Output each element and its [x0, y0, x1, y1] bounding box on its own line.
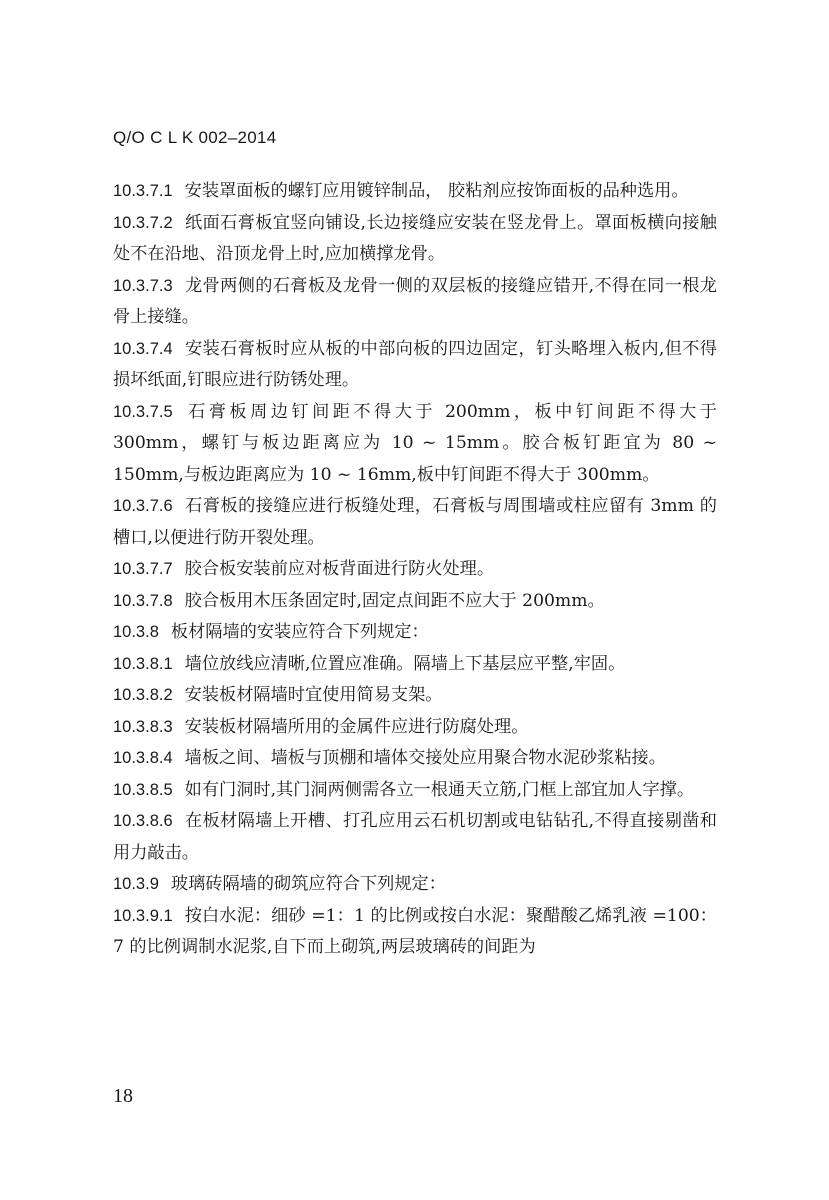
clause-number: 10.3.7.7	[113, 560, 173, 578]
paragraph	[113, 208, 717, 271]
clause-number: 10.3.7.8	[113, 591, 173, 610]
clause-number: 10.3.8.1	[113, 654, 173, 673]
section-heading	[113, 869, 717, 901]
clause-number: 10.3.8	[113, 623, 159, 641]
paragraph	[113, 806, 717, 869]
paragraph	[113, 743, 717, 775]
clause-number: 10.3.7.1	[113, 182, 173, 200]
paragraph	[113, 334, 717, 397]
clause-number: 10.3.8.3	[113, 717, 173, 736]
paragraph	[113, 649, 717, 681]
paragraph	[113, 554, 717, 586]
clause-text: 如有门洞时,其门洞两侧需各立一根通天立筋,门框上部宜加人字撑。	[184, 779, 695, 800]
clause-text: 墙位放线应清晰,位置应准确。隔墙上下基层应平整,牢固。	[184, 653, 626, 674]
clause-text: 安装罩面板的螺钉应用镀锌制品， 胶粘剂应按饰面板的品种选用。	[184, 181, 689, 201]
paragraph	[113, 712, 717, 744]
clause-number: 10.3.7.4	[113, 339, 173, 358]
clause-text: 安装板材隔墙所用的金属件应进行防腐处理。	[184, 716, 529, 737]
clause-number: 10.3.7.6	[113, 497, 173, 515]
clause-number: 10.3.7.3	[113, 276, 173, 295]
clause-text: 在板材隔墙上开槽、打孔应用云石机切割或电钻钻孔,不得直接剔凿和用力敲击。	[113, 811, 717, 863]
paragraph	[113, 775, 717, 807]
clause-text: 胶合板用木压条固定时,固定点间距不应大于 200mm。	[184, 590, 605, 611]
clause-number: 10.3.8.4	[113, 749, 173, 767]
clause-text: 玻璃砖隔墙的砌筑应符合下列规定：	[170, 874, 446, 894]
clause-text: 纸面石膏板宜竖向铺设,长边接缝应安装在竖龙骨上。罩面板横向接触处不在沿地、沿顶龙骨上时,应加横撑龙骨。	[113, 212, 717, 264]
clause-text: 石膏板的接缝应进行板缝处理，石膏板与周围墙或柱应留有 3mm 的槽口,以便进行防开裂处理。	[113, 496, 717, 548]
page-number: 18	[113, 1085, 133, 1107]
clause-number: 10.3.9	[113, 875, 159, 893]
clause-text: 按白水泥：细砂 =1：1 的比例或按白水泥：聚醋酸乙烯乳液 =100：7 的比例调制水泥浆,自下而上砌筑,两层玻璃砖的间距为	[113, 905, 717, 957]
document-code: Q/O C L K 002–2014	[113, 128, 277, 147]
clause-text: 龙骨两侧的石膏板及龙骨一侧的双层板的接缝应错开,不得在同一根龙骨上接缝。	[113, 275, 717, 327]
paragraph	[113, 680, 717, 712]
clause-number: 10.3.8.6	[113, 812, 173, 830]
clause-number: 10.3.7.2	[113, 213, 173, 232]
paragraph	[113, 491, 717, 554]
clause-text: 墙板之间、墙板与顶棚和墙体交接处应用聚合物水泥砂浆粘接。	[184, 748, 666, 768]
paragraph	[113, 901, 717, 964]
clause-text: 石膏板周边钉间距不得大于 200mm，板中钉间距不得大于 300mm，螺钉与板边距离应为 10 ~ 15mm。胶合板钉距宜为 80 ~ 150mm,与板边距离应为 10 ~ 16mm,板中钉间距不得大于 300mm。	[113, 401, 717, 485]
paragraph	[113, 397, 717, 492]
clause-number: 10.3.9.1	[113, 906, 173, 925]
paragraph	[113, 271, 717, 334]
clause-text: 板材隔墙的安装应符合下列规定：	[170, 622, 429, 642]
clause-text: 安装板材隔墙时宜使用简易支架。	[184, 685, 443, 705]
section-heading	[113, 617, 717, 649]
paragraph	[113, 586, 717, 618]
clause-number: 10.3.7.5	[113, 402, 173, 421]
clause-number: 10.3.8.2	[113, 686, 173, 704]
clause-text: 安装石膏板时应从板的中部向板的四边固定，钉头略埋入板内,但不得损坏纸面,钉眼应进行防锈处理。	[113, 338, 717, 390]
clause-text: 胶合板安装前应对板背面进行防火处理。	[184, 559, 495, 579]
document-body	[113, 176, 717, 964]
paragraph	[113, 176, 717, 208]
clause-number: 10.3.8.5	[113, 780, 173, 799]
